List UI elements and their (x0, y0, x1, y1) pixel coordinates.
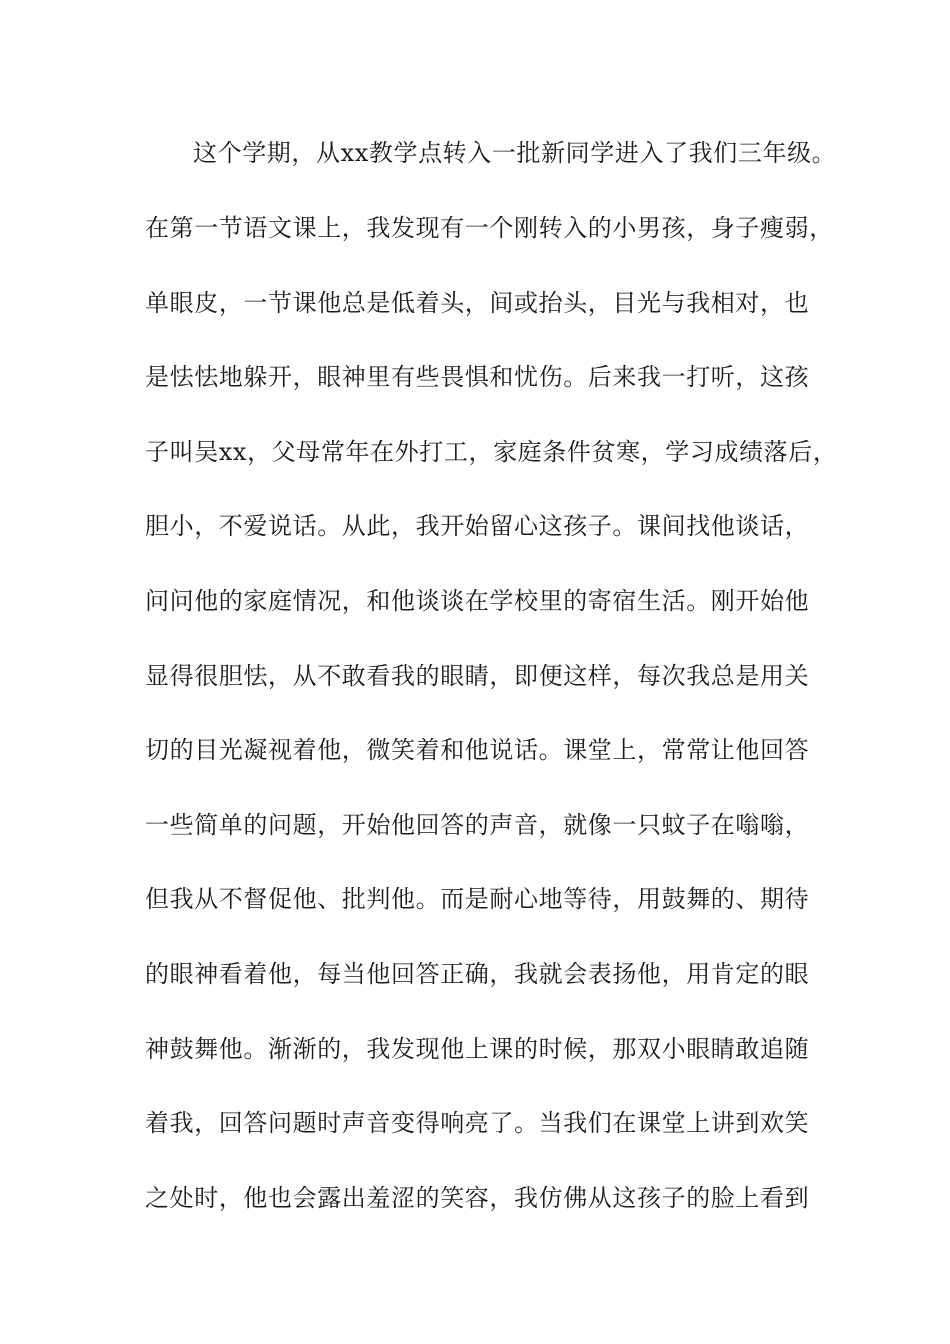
paragraph-line: 着我，回答问题时声音变得响亮了。当我们在课堂上讲到欢笑 (145, 1109, 810, 1137)
paragraph-line: 但我从不督促他、批判他。而是耐心地等待，用鼓舞的、期待 (145, 885, 810, 913)
paragraph-line: 显得很胆怯，从不敢看我的眼睛，即便这样，每次我总是用关 (145, 662, 810, 690)
paragraph-line: 这个学期，从xx教学点转入一批新同学进入了我们三年级。 (193, 139, 837, 167)
paragraph-line: 问问他的家庭情况，和他谈谈在学校里的寄宿生活。刚开始他 (145, 587, 810, 615)
paragraph-line: 的眼神看着他，每当他回答正确，我就会表扬他，用肯定的眼 (145, 960, 810, 988)
paragraph-line: 神鼓舞他。渐渐的，我发现他上课的时候，那双小眼睛敢追随 (145, 1035, 810, 1063)
paragraph-line: 是怯怯地躲开，眼神里有些畏惧和忧伤。后来我一打听，这孩 (145, 363, 810, 391)
paragraph-line: 子叫吴xx，父母常年在外打工，家庭条件贫寒，学习成绩落后， (145, 438, 838, 466)
paragraph-line: 单眼皮，一节课他总是低着头，间或抬头，目光与我相对，也 (145, 289, 810, 317)
paragraph-line: 胆小，不爱说话。从此，我开始留心这孩子。课间找他谈话， (145, 512, 810, 540)
paragraph-line: 之处时，他也会露出羞涩的笑容，我仿佛从这孩子的脸上看到 (145, 1184, 810, 1212)
paragraph-line: 切的目光凝视着他，微笑着和他说话。课堂上，常常让他回答 (145, 736, 810, 764)
paragraph-line: 在第一节语文课上，我发现有一个刚转入的小男孩，身子瘦弱， (145, 214, 834, 242)
paragraph-line: 一些简单的问题，开始他回答的声音，就像一只蚊子在嗡嗡， (145, 811, 810, 839)
